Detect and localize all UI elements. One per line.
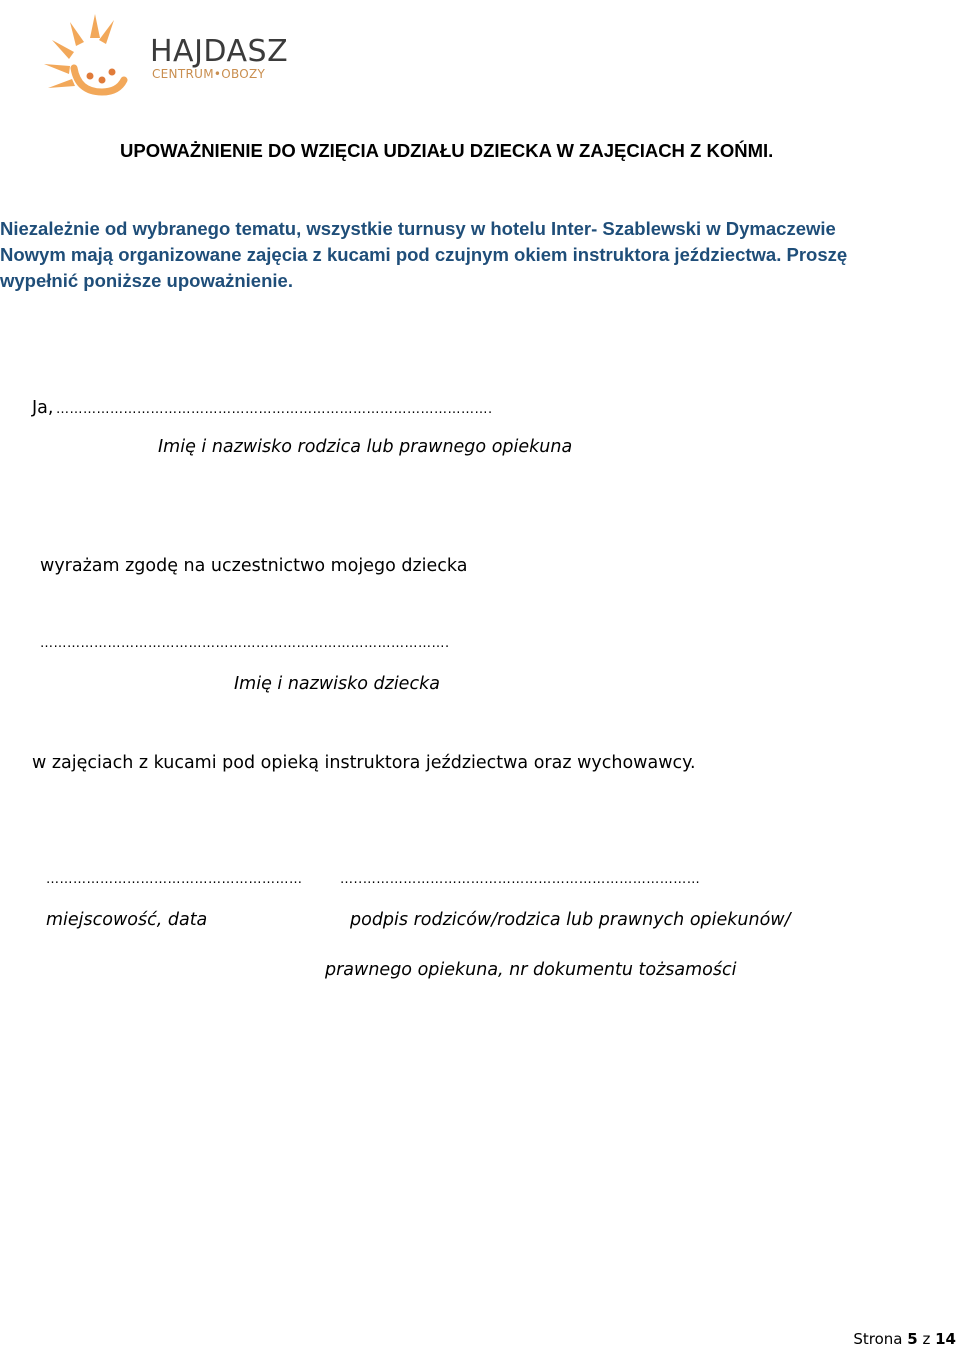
page-current: 5 <box>907 1330 918 1348</box>
page-total: 14 <box>935 1330 956 1348</box>
place-date-caption: miejscowość, data <box>46 910 208 930</box>
ja-label: Ja, <box>32 398 54 418</box>
parent-name-field[interactable]: ……………………………………………………………………………………. <box>56 402 493 417</box>
signature-caption-2: prawnego opiekuna, nr dokumentu tożsamości <box>325 960 737 980</box>
page-prefix: Strona <box>853 1330 908 1348</box>
signature-field[interactable]: …..………………………………………………………………… <box>340 872 701 887</box>
document-title: UPOWAŻNIENIE DO WZIĘCIA UDZIAŁU DZIECKA W ZAJĘCIACH Z KOŃMI. <box>120 140 774 161</box>
logo-subtitle: CENTRUM•OBOZY <box>152 67 266 81</box>
logo-name: HAJDASZ <box>150 34 289 69</box>
sun-icon <box>40 8 150 100</box>
intro-line-3: wypełnić poniższe upoważnienie. <box>0 270 293 291</box>
consent-text: wyrażam zgodę na uczestnictwo mojego dziecka <box>40 556 468 576</box>
place-date-field[interactable]: ………………………………………………… <box>46 872 303 887</box>
child-name-field[interactable]: ………………………………………………………………………………. <box>40 636 450 651</box>
parent-name-caption: Imię i nazwisko rodzica lub prawnego opiekuna <box>158 437 573 457</box>
signature-caption-1: podpis rodziców/rodzica lub prawnych opiekunów/ <box>350 910 791 930</box>
hajdasz-logo <box>40 8 289 100</box>
intro-line-2b: instruktora jeździectwa. Proszę <box>572 244 848 265</box>
child-name-caption: Imię i nazwisko dziecka <box>234 674 440 694</box>
intro-line-2a: Nowym mają organizowane zajęcia z kucami pod czujnym okiem <box>0 244 573 265</box>
intro-line-2 <box>0 244 847 266</box>
activity-text: w zajęciach z kucami pod opieką instruktora jeździectwa oraz wychowawcy. <box>32 753 696 773</box>
page-sep: z <box>917 1330 936 1348</box>
page-number <box>853 1330 956 1348</box>
intro-line-1: Niezależnie od wybranego tematu, wszystkie turnusy w hotelu Inter- Szablewski w Dymaczewie <box>0 218 836 239</box>
